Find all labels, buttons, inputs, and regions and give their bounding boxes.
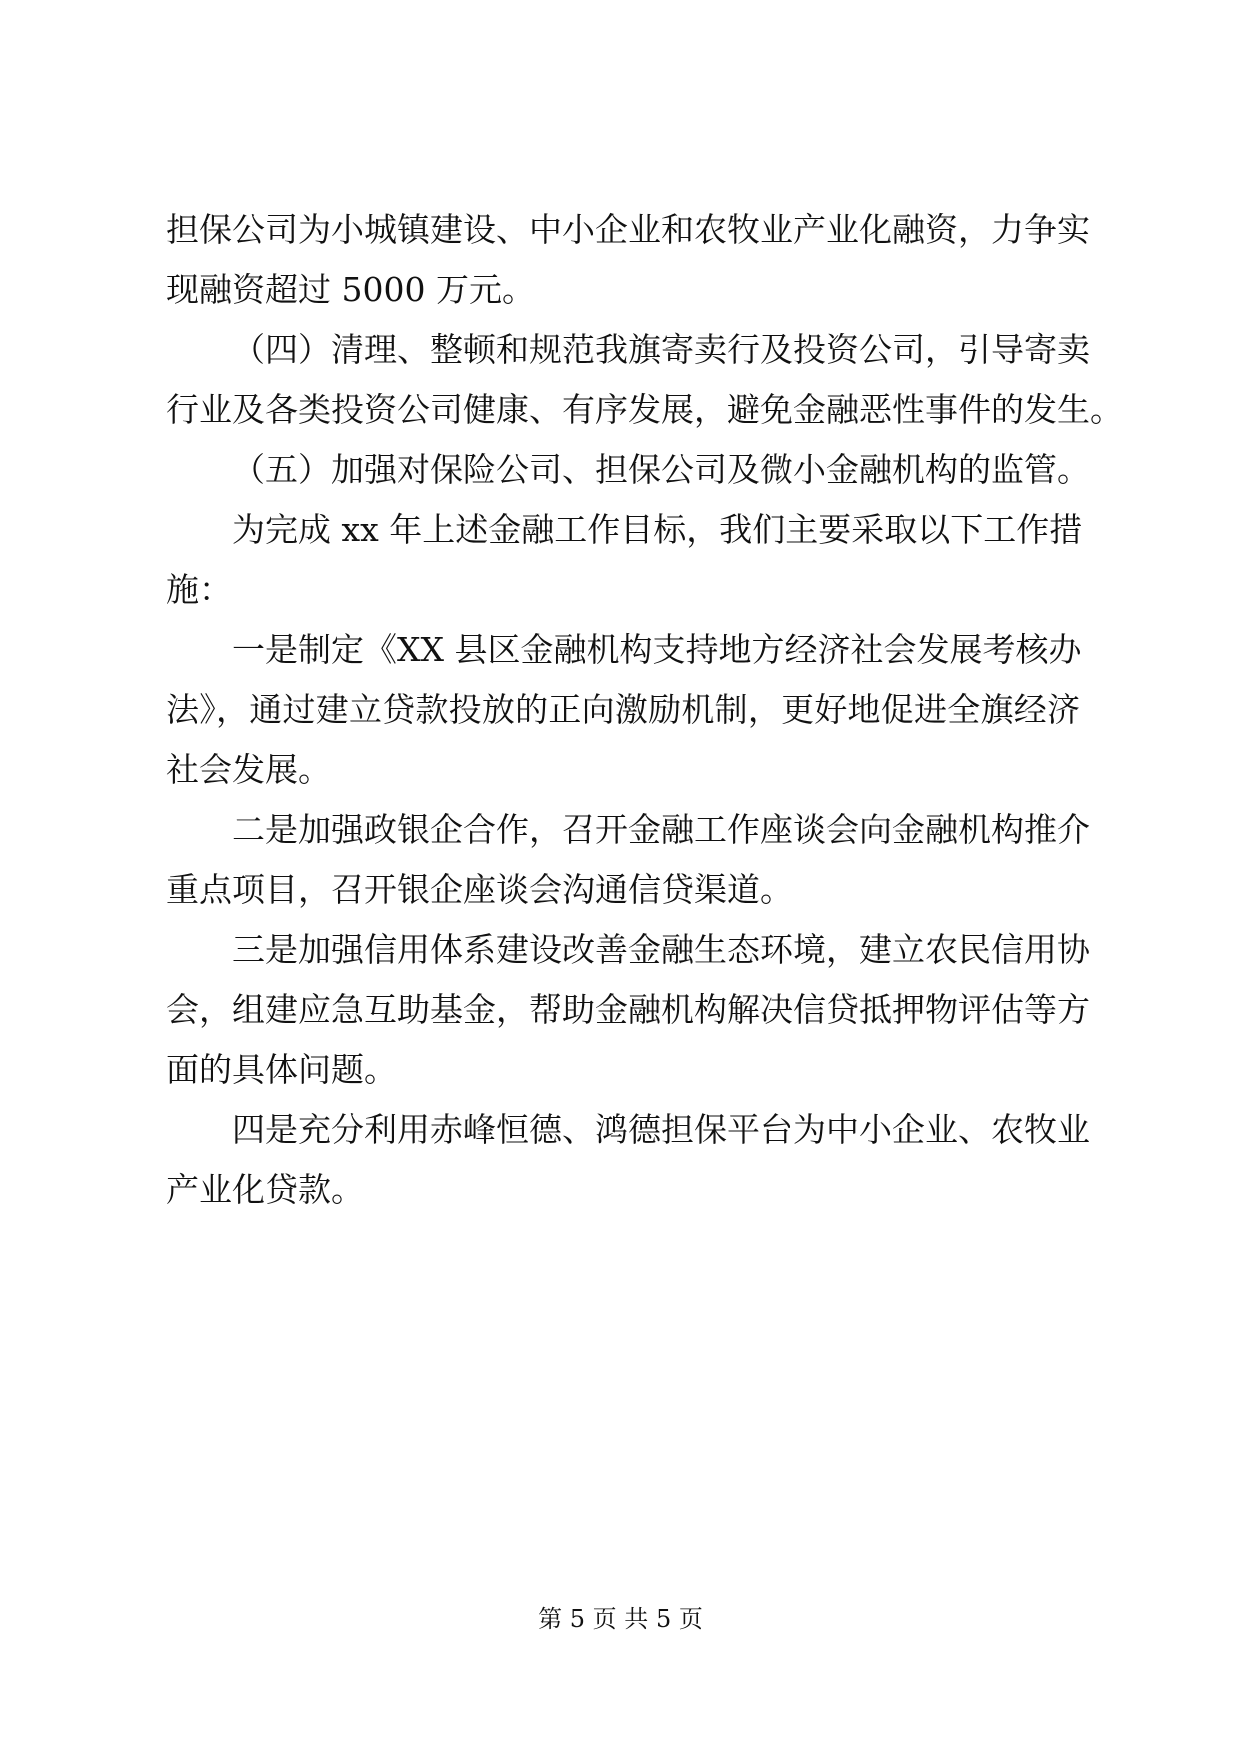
paragraph-start-line: 三是加强信用体系建设改善金融生态环境，建立农民信用协 — [232, 930, 1090, 969]
paragraph-start-line: 四是充分利用赤峰恒德、鸿德担保平台为中小企业、农牧业 — [232, 1110, 1090, 1149]
text-line: 担保公司为小城镇建设、中小企业和农牧业产业化融资，力争实 — [166, 210, 1090, 249]
text-line: 面的具体问题。 — [166, 1050, 397, 1089]
text-line: 重点项目，召开银企座谈会沟通信贷渠道。 — [166, 870, 793, 909]
paragraph-start-line: （四）清理、整顿和规范我旗寄卖行及投资公司，引导寄卖 — [232, 330, 1090, 369]
paragraph-start-line: 二是加强政银企合作，召开金融工作座谈会向金融机构推介 — [232, 810, 1090, 849]
paragraph-start-line: （五）加强对保险公司、担保公司及微小金融机构的监管。 — [232, 450, 1090, 489]
text-line: 现融资超过 5000 万元。 — [166, 270, 535, 309]
body-text — [166, 200, 1123, 1220]
paragraph-start-line: 一是制定《XX 县区金融机构支持地方经济社会发展考核办 — [232, 630, 1082, 669]
text-line: 法》，通过建立贷款投放的正向激励机制，更好地促进全旗经济 — [166, 690, 1080, 729]
text-line: 施： — [166, 570, 232, 609]
paragraph-start-line: 为完成 xx 年上述金融工作目标，我们主要采取以下工作措 — [232, 510, 1083, 549]
text-line: 行业及各类投资公司健康、有序发展，避免金融恶性事件的发生。 — [166, 390, 1123, 429]
text-line: 会，组建应急互助基金，帮助金融机构解决信贷抵押物评估等方 — [166, 990, 1090, 1029]
text-line: 产业化贷款。 — [166, 1170, 364, 1209]
text-line: 社会发展。 — [166, 750, 331, 789]
page-footer: 第 5 页 共 5 页 — [538, 1605, 703, 1633]
